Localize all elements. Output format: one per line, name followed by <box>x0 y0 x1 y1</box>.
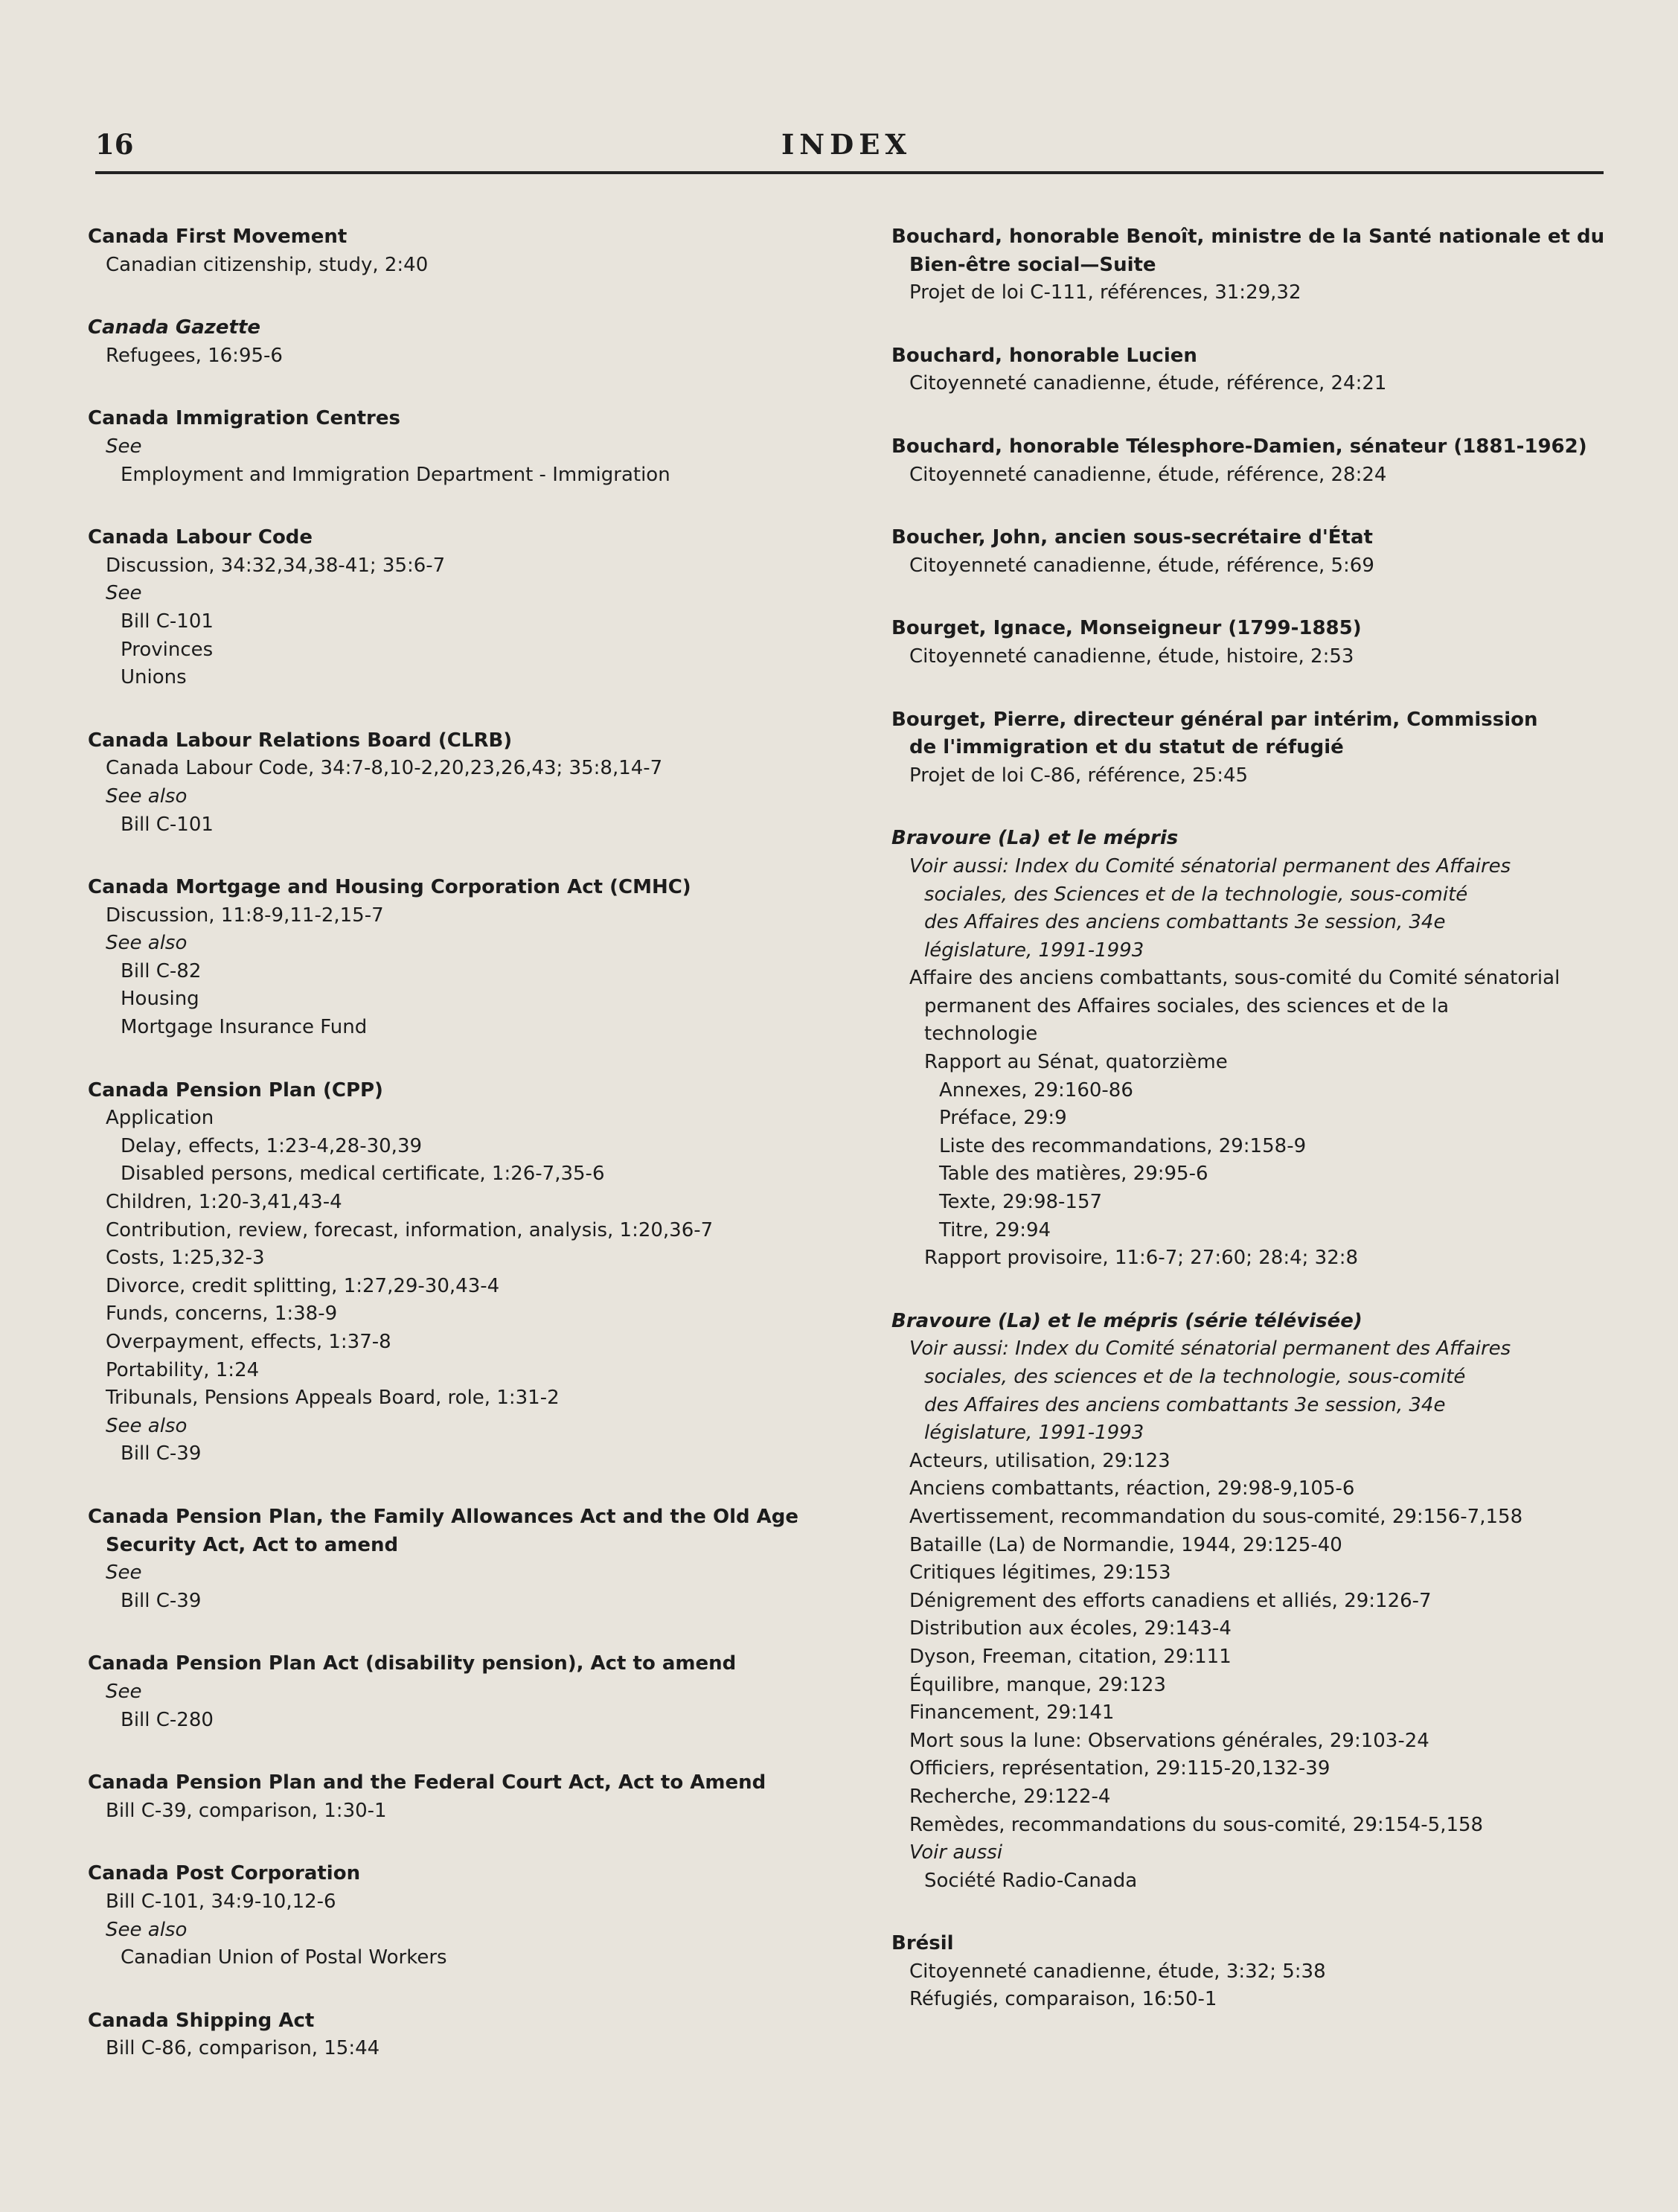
index-subentry: See <box>106 1680 142 1703</box>
index-subentry: Bill C-101 <box>121 813 214 836</box>
index-subentry: des Affaires des anciens combattants 3e session, 34e <box>924 911 1446 934</box>
index-heading: Canada First Movement <box>88 226 348 248</box>
index-entry <box>88 727 802 839</box>
index-subentry: Divorce, credit splitting, 1:27,29-30,43-4 <box>106 1274 500 1297</box>
index-entry <box>891 524 1636 580</box>
index-entry <box>891 1930 1636 2014</box>
index-subentry: permanent des Affaires sociales, des sciences et de la <box>924 994 1450 1017</box>
index-subentry: des Affaires des anciens combattants 3e session, 34e <box>924 1393 1446 1416</box>
index-subentry: Contribution, review, forecast, information, analysis, 1:20,36-7 <box>106 1218 714 1241</box>
index-heading: Bourget, Pierre, directeur général par intérim, Commission <box>891 708 1538 731</box>
index-entry <box>891 223 1636 307</box>
index-subentry: Mort sous la lune: Observations générales, 29:103-24 <box>909 1729 1429 1752</box>
index-entry <box>88 1077 802 1468</box>
left-index-column <box>88 223 802 2098</box>
index-subentry: Officiers, représentation, 29:115-20,132-39 <box>909 1757 1330 1780</box>
index-subentry: Équilibre, manque, 29:123 <box>909 1673 1166 1696</box>
index-heading: Bravoure (La) et le mépris <box>891 827 1179 850</box>
index-subentry: Discussion, 34:32,34,38-41; 35:6-7 <box>106 554 446 577</box>
index-heading: Bourget, Ignace, Monseigneur (1799-1885) <box>891 617 1362 640</box>
index-subentry: Portability, 1:24 <box>106 1358 260 1381</box>
index-entry <box>88 405 802 489</box>
index-subentry: Distribution aux écoles, 29:143-4 <box>909 1617 1232 1640</box>
page-number: 16 <box>95 128 134 161</box>
index-subentry: Citoyenneté canadienne, étude, histoire, 2:53 <box>909 645 1354 668</box>
index-subentry: législature, 1991-1993 <box>924 939 1144 962</box>
index-subentry: See <box>106 435 142 458</box>
index-subentry: Rapport provisoire, 11:6-7; 27:60; 28:4; 32:8 <box>924 1247 1359 1270</box>
index-entry <box>88 524 802 692</box>
index-heading: Canada Pension Plan (CPP) <box>88 1078 383 1102</box>
index-subentry: Discussion, 11:8-9,11-2,15-7 <box>106 904 384 927</box>
index-subentry: Avertissement, recommandation du sous-comité, 29:156-7,158 <box>909 1505 1523 1528</box>
index-subentry: Société Radio-Canada <box>924 1869 1138 1892</box>
index-subentry: Delay, effects, 1:23-4,28-30,39 <box>121 1134 423 1157</box>
index-subentry: Projet de loi C-111, références, 31:29,32 <box>909 281 1301 304</box>
index-subentry: Citoyenneté canadienne, étude, 3:32; 5:38 <box>909 1960 1326 1983</box>
index-entry <box>891 825 1636 1273</box>
index-entry <box>891 433 1636 489</box>
index-subentry: Bill C-39, comparison, 1:30-1 <box>106 1799 387 1822</box>
index-subentry: See <box>106 1561 142 1585</box>
index-subentry: Texte, 29:98-157 <box>939 1191 1103 1214</box>
index-entry <box>891 706 1636 790</box>
index-subentry: Bill C-280 <box>121 1708 214 1731</box>
index-heading: Boucher, John, ancien sous-secrétaire d'État <box>891 526 1373 549</box>
index-entry <box>88 1650 802 1734</box>
index-entry <box>891 615 1636 671</box>
index-heading: Bouchard, honorable Benoît, ministre de la Santé nationale et du <box>891 226 1605 248</box>
index-subentry: Application <box>106 1107 214 1130</box>
index-entry <box>88 874 802 1042</box>
index-subentry: Financement, 29:141 <box>909 1701 1115 1724</box>
index-subentry: Projet de loi C-86, référence, 25:45 <box>909 764 1249 787</box>
index-heading: Brésil <box>891 1932 954 1955</box>
index-subentry: Bill C-101, 34:9-10,12-6 <box>106 1890 336 1913</box>
index-subentry: Voir aussi <box>909 1841 1003 1864</box>
index-subentry: Réfugiés, comparaison, 16:50-1 <box>909 1988 1217 2011</box>
index-subentry: Critiques légitimes, 29:153 <box>909 1561 1171 1585</box>
index-subentry: Voir aussi: Index du Comité sénatorial permanent des Affaires <box>909 854 1511 878</box>
index-entry <box>891 1308 1636 1895</box>
index-subentry: Housing <box>121 988 199 1011</box>
index-subentry: Canadian Union of Postal Workers <box>121 1946 447 1969</box>
index-subentry: Citoyenneté canadienne, étude, référence, 24:21 <box>909 372 1387 395</box>
index-subentry: Provinces <box>121 638 214 661</box>
index-subentry: Citoyenneté canadienne, étude, référence, 28:24 <box>909 463 1387 486</box>
page-title: INDEX <box>781 128 912 161</box>
index-subentry: Préface, 29:9 <box>939 1107 1067 1130</box>
index-subentry: Bien-être social—Suite <box>909 253 1156 276</box>
index-heading: Bravoure (La) et le mépris (série télévisée) <box>891 1309 1362 1332</box>
index-heading: Bouchard, honorable Télesphore-Damien, sénateur (1881-1962) <box>891 435 1587 458</box>
index-subentry: Overpayment, effects, 1:37-8 <box>106 1331 391 1353</box>
right-index-column <box>891 223 1636 2049</box>
index-heading: Canada Gazette <box>88 316 261 339</box>
index-subentry: Costs, 1:25,32-3 <box>106 1247 265 1270</box>
index-subentry: Affaire des anciens combattants, sous-comité du Comité sénatorial <box>909 967 1560 990</box>
index-subentry: Bill C-86, comparison, 15:44 <box>106 2037 380 2060</box>
index-subentry: Titre, 29:94 <box>939 1218 1051 1241</box>
index-subentry: Bill C-82 <box>121 959 202 982</box>
index-subentry: Bill C-39 <box>121 1589 202 1612</box>
index-subentry: Dyson, Freeman, citation, 29:111 <box>909 1645 1232 1668</box>
index-subentry: See also <box>106 1918 188 1941</box>
index-subentry: See also <box>106 784 188 808</box>
index-heading: Canada Labour Relations Board (CLRB) <box>88 729 513 752</box>
index-heading: Canada Immigration Centres <box>88 407 400 430</box>
index-heading: Canada Pension Plan, the Family Allowances Act and the Old Age <box>88 1505 799 1528</box>
index-subentry: Disabled persons, medical certificate, 1:26-7,35-6 <box>121 1163 605 1186</box>
index-subentry: sociales, des Sciences et de la technologie, sous-comité <box>924 883 1468 906</box>
index-subentry: Unions <box>121 666 187 689</box>
index-subentry: See <box>106 582 142 605</box>
index-subentry: Acteurs, utilisation, 29:123 <box>909 1449 1171 1472</box>
index-subentry: Table des matières, 29:95-6 <box>939 1163 1208 1186</box>
index-subentry: Voir aussi: Index du Comité sénatorial permanent des Affaires <box>909 1337 1511 1361</box>
index-entry <box>88 1503 802 1615</box>
index-subentry: Recherche, 29:122-4 <box>909 1785 1111 1808</box>
index-subentry: Canada Labour Code, 34:7-8,10-2,20,23,26,43; 35:8,14-7 <box>106 757 663 780</box>
index-subentry: Bill C-101 <box>121 610 214 633</box>
index-subentry: See also <box>106 932 188 955</box>
index-subentry: Refugees, 16:95-6 <box>106 344 283 367</box>
index-heading: Canada Pension Plan and the Federal Court Act, Act to Amend <box>88 1771 766 1794</box>
index-subentry: Citoyenneté canadienne, étude, référence, 5:69 <box>909 554 1374 577</box>
index-subentry: See also <box>106 1414 188 1437</box>
index-subentry: Security Act, Act to amend <box>106 1533 399 1556</box>
index-subentry: sociales, des sciences et de la technologie, sous-comité <box>924 1366 1466 1388</box>
index-subentry: de l'immigration et du statut de réfugié <box>909 736 1344 759</box>
index-subentry: Liste des recommandations, 29:158-9 <box>939 1134 1307 1157</box>
index-subentry: Children, 1:20-3,41,43-4 <box>106 1191 342 1214</box>
index-heading: Bouchard, honorable Lucien <box>891 344 1197 367</box>
index-subentry: Remèdes, recommandations du sous-comité, 29:154-5,158 <box>909 1813 1484 1836</box>
index-heading: Canada Labour Code <box>88 526 313 549</box>
index-subentry: Bill C-39 <box>121 1442 202 1465</box>
index-entry <box>891 342 1636 398</box>
index-subentry: Employment and Immigration Department - Immigration <box>121 463 670 486</box>
index-heading: Canada Pension Plan Act (disability pension), Act to amend <box>88 1652 737 1675</box>
index-entry <box>88 314 802 370</box>
index-entry <box>88 2007 802 2063</box>
index-subentry: Anciens combattants, réaction, 29:98-9,105-6 <box>909 1477 1355 1500</box>
index-subentry: Tribunals, Pensions Appeals Board, role, 1:31-2 <box>106 1387 560 1410</box>
index-heading: Canada Mortgage and Housing Corporation Act (CMHC) <box>88 876 691 899</box>
index-subentry: Funds, concerns, 1:38-9 <box>106 1302 338 1326</box>
index-subentry: Mortgage Insurance Fund <box>121 1016 368 1039</box>
index-entry <box>88 1769 802 1825</box>
index-heading: Canada Post Corporation <box>88 1862 361 1885</box>
index-subentry: Canadian citizenship, study, 2:40 <box>106 253 429 276</box>
index-entry <box>88 223 802 279</box>
index-subentry: Dénigrement des efforts canadiens et alliés, 29:126-7 <box>909 1589 1432 1612</box>
index-subentry: législature, 1991-1993 <box>924 1422 1144 1445</box>
header-rule <box>95 171 1604 174</box>
index-subentry: Bataille (La) de Normandie, 1944, 29:125-40 <box>909 1533 1342 1556</box>
index-heading: Canada Shipping Act <box>88 2009 315 2032</box>
index-subentry: technologie <box>924 1023 1038 1046</box>
index-subentry: Annexes, 29:160-86 <box>939 1078 1133 1102</box>
index-entry <box>88 1860 802 1972</box>
index-subentry: Rapport au Sénat, quatorzième <box>924 1051 1228 1074</box>
